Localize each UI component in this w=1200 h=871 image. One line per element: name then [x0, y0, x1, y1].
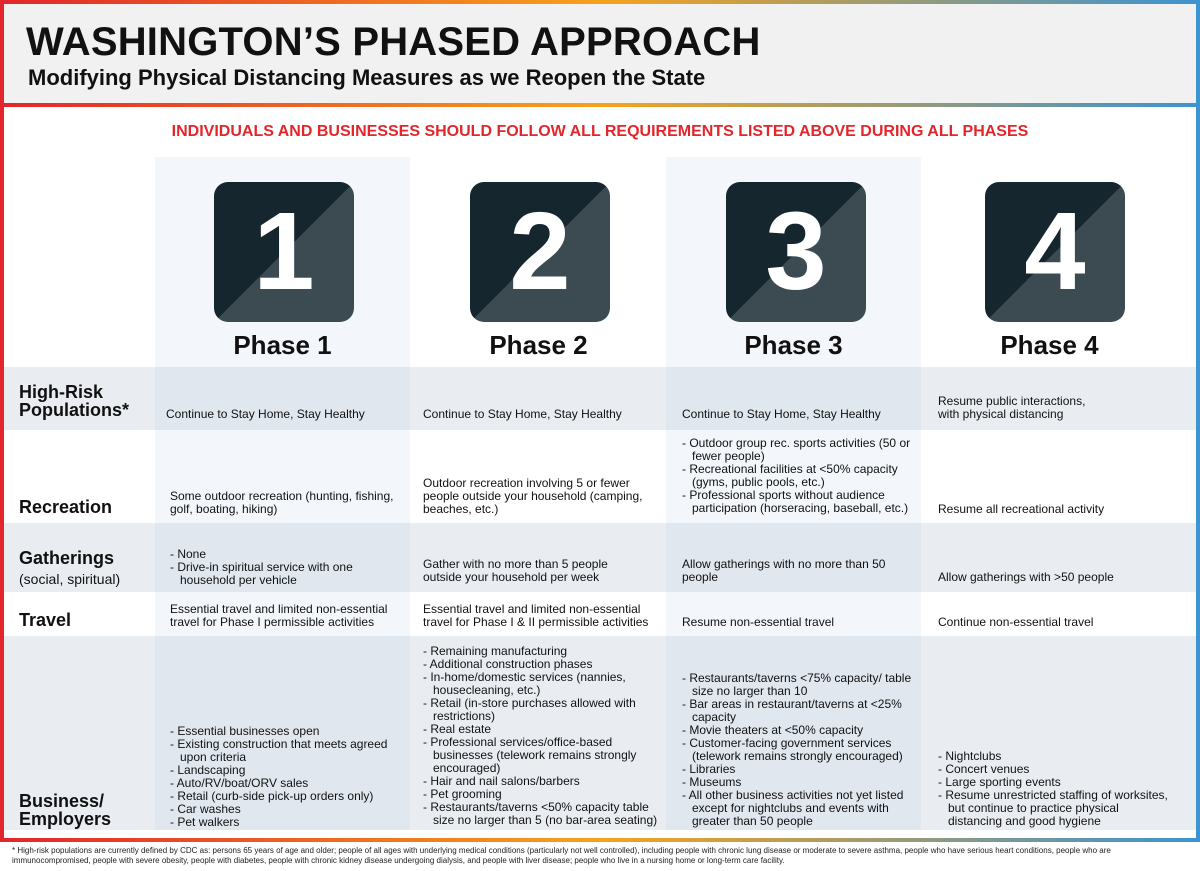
list-item: - Car washes: [170, 803, 395, 816]
phase-2-number-tile: 2: [470, 182, 610, 322]
list-item: - Hair and nail salons/barbers: [423, 775, 663, 788]
list-item: - Customer-facing government services (telework remains strongly encouraged): [682, 737, 914, 763]
phase-4-number-tile: 4: [985, 182, 1125, 322]
list-item: - Additional construction phases: [423, 658, 663, 671]
list-item: - Restaurants/taverns <75% capacity/ table size no larger than 10: [682, 672, 914, 698]
list-item: - Retail (in-store purchases allowed with restrictions): [423, 697, 663, 723]
row-label-high-risk: High-Risk Populations*: [19, 382, 130, 420]
cell-travel-phase-4: Continue non-essential travel: [938, 615, 1094, 629]
list-item: - Real estate: [423, 723, 663, 736]
cell-gatherings-phase-2: Gather with no more than 5 people outside your household per week: [423, 557, 608, 584]
cell-recreation-phase-2: Outdoor recreation involving 5 or fewer people outside your household (camping, beaches, etc.): [423, 476, 643, 516]
list-item: - Pet walkers: [170, 816, 395, 829]
list-item: - Landscaping: [170, 764, 395, 777]
row-label-gatherings: [19, 549, 120, 588]
footnote: * High-risk populations are currently defined by CDC as: persons 65 years of age and older; people of all ages with underlying medical conditions (particularly not well controlled), including people with chronic lung disease or moderate to severe asthma, people who have serious heart conditions, people who are immunocompromised, people with severe obesity, people with diabetes, people with chronic kidney disease undergoing dialysis, and people with liver disease; people who live in a nursing home or long-term care facility.: [12, 846, 1111, 865]
cell-business-phase-3: [682, 672, 914, 828]
phase-3-label: Phase 3: [744, 330, 843, 360]
list-item: - Bar areas in restaurant/taverns at <25% capacity: [682, 698, 914, 724]
phase-1-label: Phase 1: [233, 330, 332, 360]
row-label-travel: Travel: [19, 610, 72, 630]
list-item: - Existing construction that meets agreed upon criteria: [170, 738, 395, 764]
list-item: - Movie theaters at <50% capacity: [682, 724, 914, 737]
list-item: - Retail (curb-side pick-up orders only): [170, 790, 395, 803]
page-title: WASHINGTON’S PHASED APPROACH: [26, 20, 761, 64]
list-item: - Auto/RV/boat/ORV sales: [170, 777, 395, 790]
cell-high-risk-phase-2: Continue to Stay Home, Stay Healthy: [423, 407, 622, 421]
list-item: - Professional services/office-based businesses (telework remains strongly encouraged): [423, 736, 663, 775]
cell-travel-phase-2: Essential travel and limited non-essential travel for Phase I & II permissible activities: [423, 602, 649, 629]
cell-gatherings-phase-4: Allow gatherings with >50 people: [938, 570, 1114, 584]
list-item: - Recreational facilities at <50% capacity (gyms, public pools, etc.): [682, 463, 914, 489]
list-item: - None: [170, 548, 360, 561]
row-label-recreation: Recreation: [19, 497, 113, 517]
list-item: - Drive-in spiritual service with one household per vehicle: [170, 561, 360, 587]
list-item: - Libraries: [682, 763, 914, 776]
list-item: - Professional sports without audience participation (horseracing, baseball, etc.): [682, 489, 914, 515]
cell-recreation-phase-3: [682, 437, 914, 515]
list-item: - Museums: [682, 776, 914, 789]
list-item: - Nightclubs: [938, 750, 1173, 763]
phase-3-number-tile: 3: [726, 182, 866, 322]
cell-business-phase-2: [423, 645, 663, 827]
list-item: - Remaining manufacturing: [423, 645, 663, 658]
cell-gatherings-phase-3: Allow gatherings with no more than 50 people: [682, 557, 886, 584]
list-item: - Pet grooming: [423, 788, 663, 801]
list-item: - In-home/domestic services (nannies, housecleaning, etc.): [423, 671, 663, 697]
cell-travel-phase-1: Essential travel and limited non-essential travel for Phase I permissible activities: [170, 602, 388, 629]
row-label-gatherings-title: Gatherings: [19, 548, 115, 568]
requirements-notice: INDIVIDUALS AND BUSINESSES SHOULD FOLLOW ALL REQUIREMENTS LISTED ABOVE DURING ALL PHASES: [4, 107, 1196, 157]
cell-gatherings-phase-1: [170, 548, 360, 587]
cell-recreation-phase-1: Some outdoor recreation (hunting, fishing, golf, boating, hiking): [170, 489, 394, 516]
list-item: - Resume unrestricted staffing of worksites, but continue to practice physical distancing and good hygiene: [938, 789, 1173, 828]
list-item: - Essential businesses open: [170, 725, 395, 738]
row-label-gatherings-sub: (social, spiritual): [19, 571, 121, 587]
phase-1-number-tile: 1: [214, 182, 354, 322]
list-item: - Large sporting events: [938, 776, 1173, 789]
list-item: - Outdoor group rec. sports activities (50 or fewer people): [682, 437, 914, 463]
phase-4-label: Phase 4: [1000, 330, 1099, 360]
cell-high-risk-phase-4: Resume public interactions, with physical distancing: [938, 394, 1086, 421]
cell-business-phase-4: [938, 750, 1173, 828]
list-item: - Restaurants/taverns <50% capacity table size no larger than 5 (no bar-area seating): [423, 801, 663, 827]
cell-recreation-phase-4: Resume all recreational activity: [938, 502, 1105, 516]
page-subtitle: Modifying Physical Distancing Measures as we Reopen the State: [28, 65, 706, 90]
row-label-business: Business/ Employers: [19, 791, 112, 829]
cell-high-risk-phase-3: Continue to Stay Home, Stay Healthy: [682, 407, 881, 421]
phase-2-label: Phase 2: [489, 330, 588, 360]
cell-high-risk-phase-1: Continue to Stay Home, Stay Healthy: [166, 407, 365, 421]
list-item: - All other business activities not yet listed except for nightclubs and events with greater than 50 people: [682, 789, 914, 828]
cell-travel-phase-3: Resume non-essential travel: [682, 615, 835, 629]
cell-business-phase-1: [170, 725, 395, 829]
list-item: - Concert venues: [938, 763, 1173, 776]
